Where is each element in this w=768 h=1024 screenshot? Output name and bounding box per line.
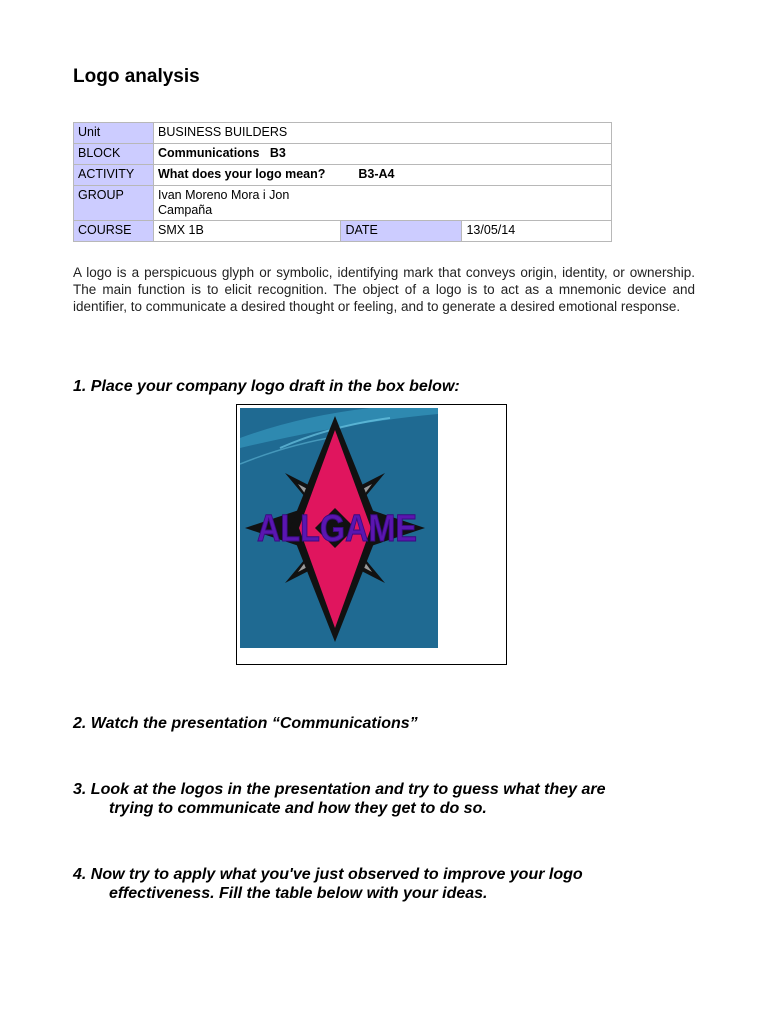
date-label: DATE [341, 221, 462, 242]
unit-label: Unit [74, 123, 154, 144]
question-1: 1. Place your company logo draft in the box below: [73, 378, 460, 395]
page-title: Logo analysis [73, 66, 200, 87]
question-4-line2: effectiveness. Fill the table below with your ideas. [109, 885, 488, 902]
question-4 [73, 865, 583, 903]
question-3-line2: trying to communicate and how they get to do so. [109, 800, 487, 817]
logo-image [240, 408, 438, 648]
activity-cell [154, 165, 612, 186]
question-4-line1: 4. Now try to apply what you've just observed to improve your logo [73, 866, 583, 883]
group-value-line1: Ivan Moreno Mora i Jon [158, 188, 290, 202]
date-value: 13/05/14 [462, 221, 612, 242]
question-3-line1: 3. Look at the logos in the presentation and try to guess what they are [73, 781, 606, 798]
block-label: BLOCK [74, 144, 154, 165]
question-2: 2. Watch the presentation “Communications” [73, 715, 418, 732]
course-value: SMX 1B [154, 221, 341, 242]
intro-paragraph: A logo is a perspicuous glyph or symbolic, identifying mark that conveys origin, identity, or ownership. The main function is to elicit recognition. The object of a logo is to act as a mnemonic device and identifier, to communicate a desired thought or feeling, and to generate a desired emotional response. [73, 265, 695, 314]
activity-value: What does your logo mean? [158, 167, 326, 181]
block-value: Communications B3 [154, 144, 612, 165]
group-value-line2: Campaña [158, 203, 213, 217]
activity-code: B3-A4 [358, 167, 395, 181]
unit-value: BUSINESS BUILDERS [154, 123, 612, 144]
question-3 [73, 780, 606, 818]
logo-lettering: ALLGAME [257, 508, 417, 550]
group-label: GROUP [74, 186, 154, 221]
activity-label: ACTIVITY [74, 165, 154, 186]
course-label: COURSE [74, 221, 154, 242]
info-table [73, 122, 612, 242]
group-cell [154, 186, 612, 221]
logo-box [236, 404, 507, 665]
